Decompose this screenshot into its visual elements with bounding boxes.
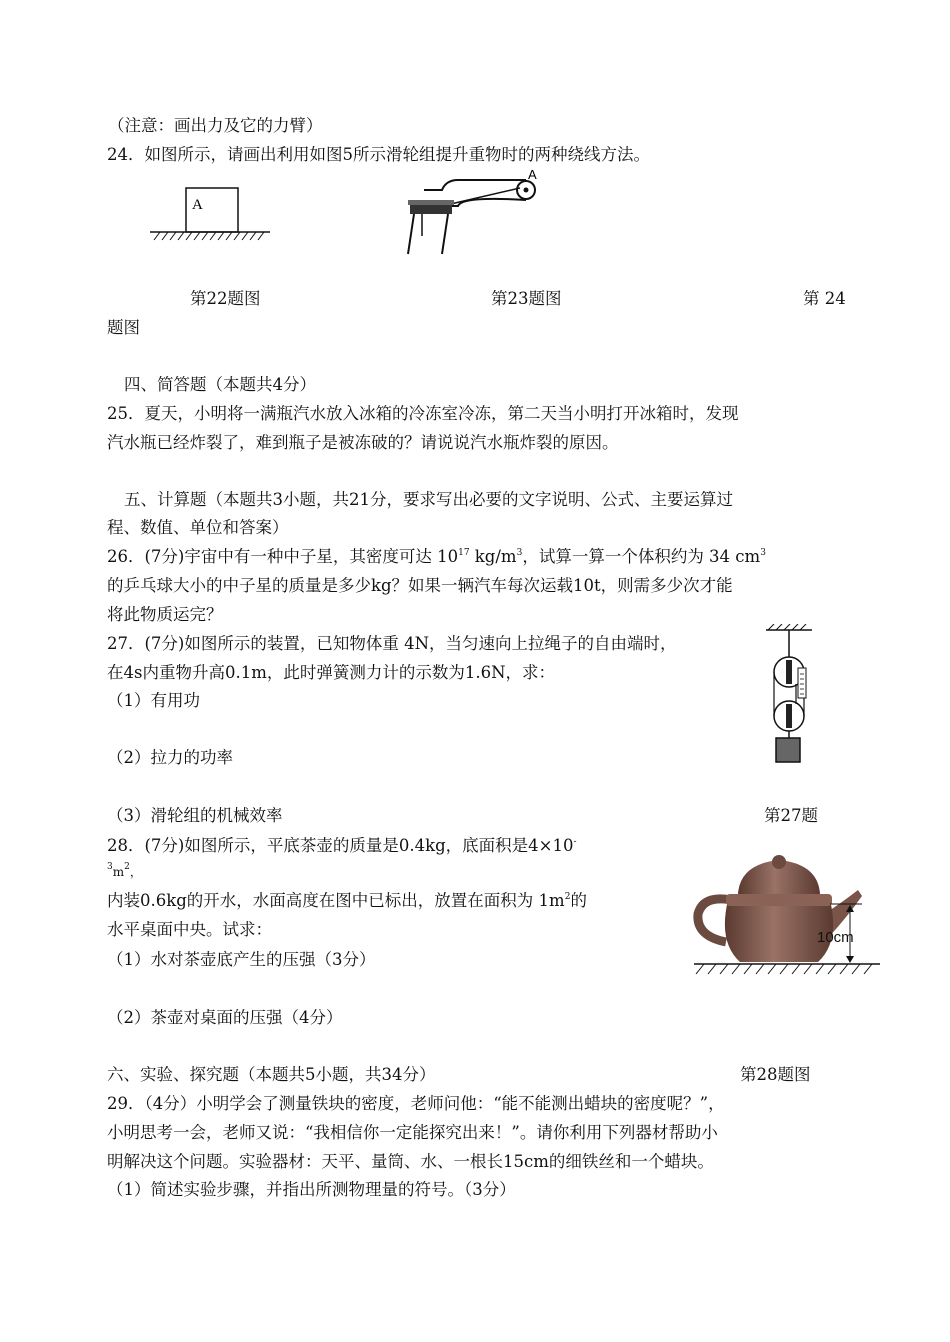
q26-exp-cm3: 3: [760, 548, 766, 558]
question-28-part1: （1）水对茶壶底产生的压强（3分）: [107, 950, 376, 969]
figure-22: [148, 180, 273, 242]
question-28-line2: [107, 860, 142, 884]
teapot-knob: [772, 855, 786, 869]
figure-23: [402, 166, 552, 256]
question-24: 24．如图所示，请画出利用如图5所示滑轮组提升重物时的两种绕线方法。: [107, 145, 650, 164]
section-4-title: 四、简答题（本题共4分）: [124, 375, 316, 394]
stool-leg-right: [442, 214, 448, 254]
caption-27: 第27题: [764, 806, 818, 825]
caption-24-part1: 第 24: [803, 289, 846, 308]
question-25-line1: 25．夏天，小明将一满瓶汽水放入冰箱的冷冻室冷冻，第二天当小明打开冰箱时，发现: [107, 404, 739, 423]
stool-leg-left: [408, 214, 414, 254]
q28-text-a: 28．(7分)如图所示，平底茶壶的质量是0.4kg，底面积是4×10: [107, 836, 574, 855]
section-5-line2: 程、数值、单位和答案）: [107, 518, 289, 537]
question-29-line1: 29．（4分）小明学会了测量铁块的密度，老师问他：“能不能测出蜡块的密度呢？”，: [107, 1094, 725, 1113]
figure-28: [690, 842, 886, 980]
q28-text-3a: 内装0.6kg的开水，水面高度在图中已标出，放置在面积为 1m: [107, 891, 565, 910]
question-27-line1: 27．(7分)如图所示的装置，已知物体重 4N，当匀速向上拉绳子的自由端时，: [107, 634, 677, 653]
weight-block: [776, 738, 800, 762]
q28-unit-m: m: [112, 865, 125, 879]
caption-23: 第23题图: [491, 289, 562, 308]
height-label: 10cm: [817, 929, 854, 946]
caption-28: 第28题图: [740, 1065, 811, 1084]
q28-exp-m2: 2: [564, 892, 571, 902]
q26-text-b: kg/m: [469, 547, 517, 566]
stool-top: [410, 204, 452, 214]
question-25-line2: 汽水瓶已经炸裂了，难到瓶子是被冻破的？请说说汽水瓶炸裂的原因。: [107, 433, 619, 452]
question-28-line4: 水平桌面中央。试求：: [107, 920, 272, 939]
q28-comma: ，: [129, 865, 142, 879]
question-27-part3: （3）滑轮组的机械效率: [107, 806, 283, 825]
q28-exp-2: 2: [124, 862, 130, 872]
section-5-line1: 五、计算题（本题共3小题，共21分，要求写出必要的文字说明、公式、主要运算过: [124, 490, 733, 509]
question-26-line1: [107, 545, 766, 569]
q28-text-3b: 的: [570, 891, 587, 910]
q26-exp-17: 17: [458, 548, 470, 558]
question-29-part1: （1）简述实验步骤，并指出所测物理量的符号。（3分）: [107, 1180, 516, 1199]
question-26-line3: 将此物质运完？: [107, 605, 223, 624]
spring-scale: [798, 668, 806, 698]
question-27-line2: 在4s内重物升高0.1m，此时弹簧测力计的示数为1.6N，求：: [107, 663, 556, 682]
question-26-line2: 的乒乓球大小的中子星的质量是多少kg？如果一辆汽车每次运载10t，则需多少次才能: [107, 576, 733, 595]
question-29-line2: 小明思考一会，老师又说：“我相信你一定能探究出来！”。请你利用下列器材帮助小: [107, 1123, 718, 1142]
question-28-line1: [107, 834, 577, 858]
note-text: （注意：画出力及它的力臂）: [108, 116, 323, 135]
q26-exp-3: 3: [516, 548, 523, 558]
question-27-part1: （1）有用功: [107, 691, 200, 710]
teapot-band: [726, 894, 832, 906]
question-28-part2: （2）茶壶对桌面的压强（4分）: [107, 1008, 343, 1027]
q26-text-a: 26．(7分)宇宙中有一种中子星，其密度可达 10: [107, 547, 459, 566]
q28-exp-minus: -: [573, 837, 577, 847]
q26-text-c: ，试算一算一个体积约为 34 cm: [522, 547, 761, 566]
q28-exp-3: 3: [107, 862, 113, 872]
figure-27: [762, 624, 822, 764]
block-a-label: A: [192, 197, 203, 213]
figure-23-label: A: [528, 167, 537, 182]
question-29-line3: 明解决这个问题。实验器材：天平、量筒、水、一根长15cm的细铁丝和一个蜡块。: [107, 1152, 714, 1171]
caption-22: 第22题图: [190, 289, 261, 308]
question-28-line3: [107, 889, 587, 913]
question-27-part2: （2）拉力的功率: [107, 748, 233, 767]
section-6-title: 六、实验、探究题（本题共5小题，共34分）: [107, 1065, 436, 1084]
caption-24-part2: 题图: [107, 318, 140, 337]
